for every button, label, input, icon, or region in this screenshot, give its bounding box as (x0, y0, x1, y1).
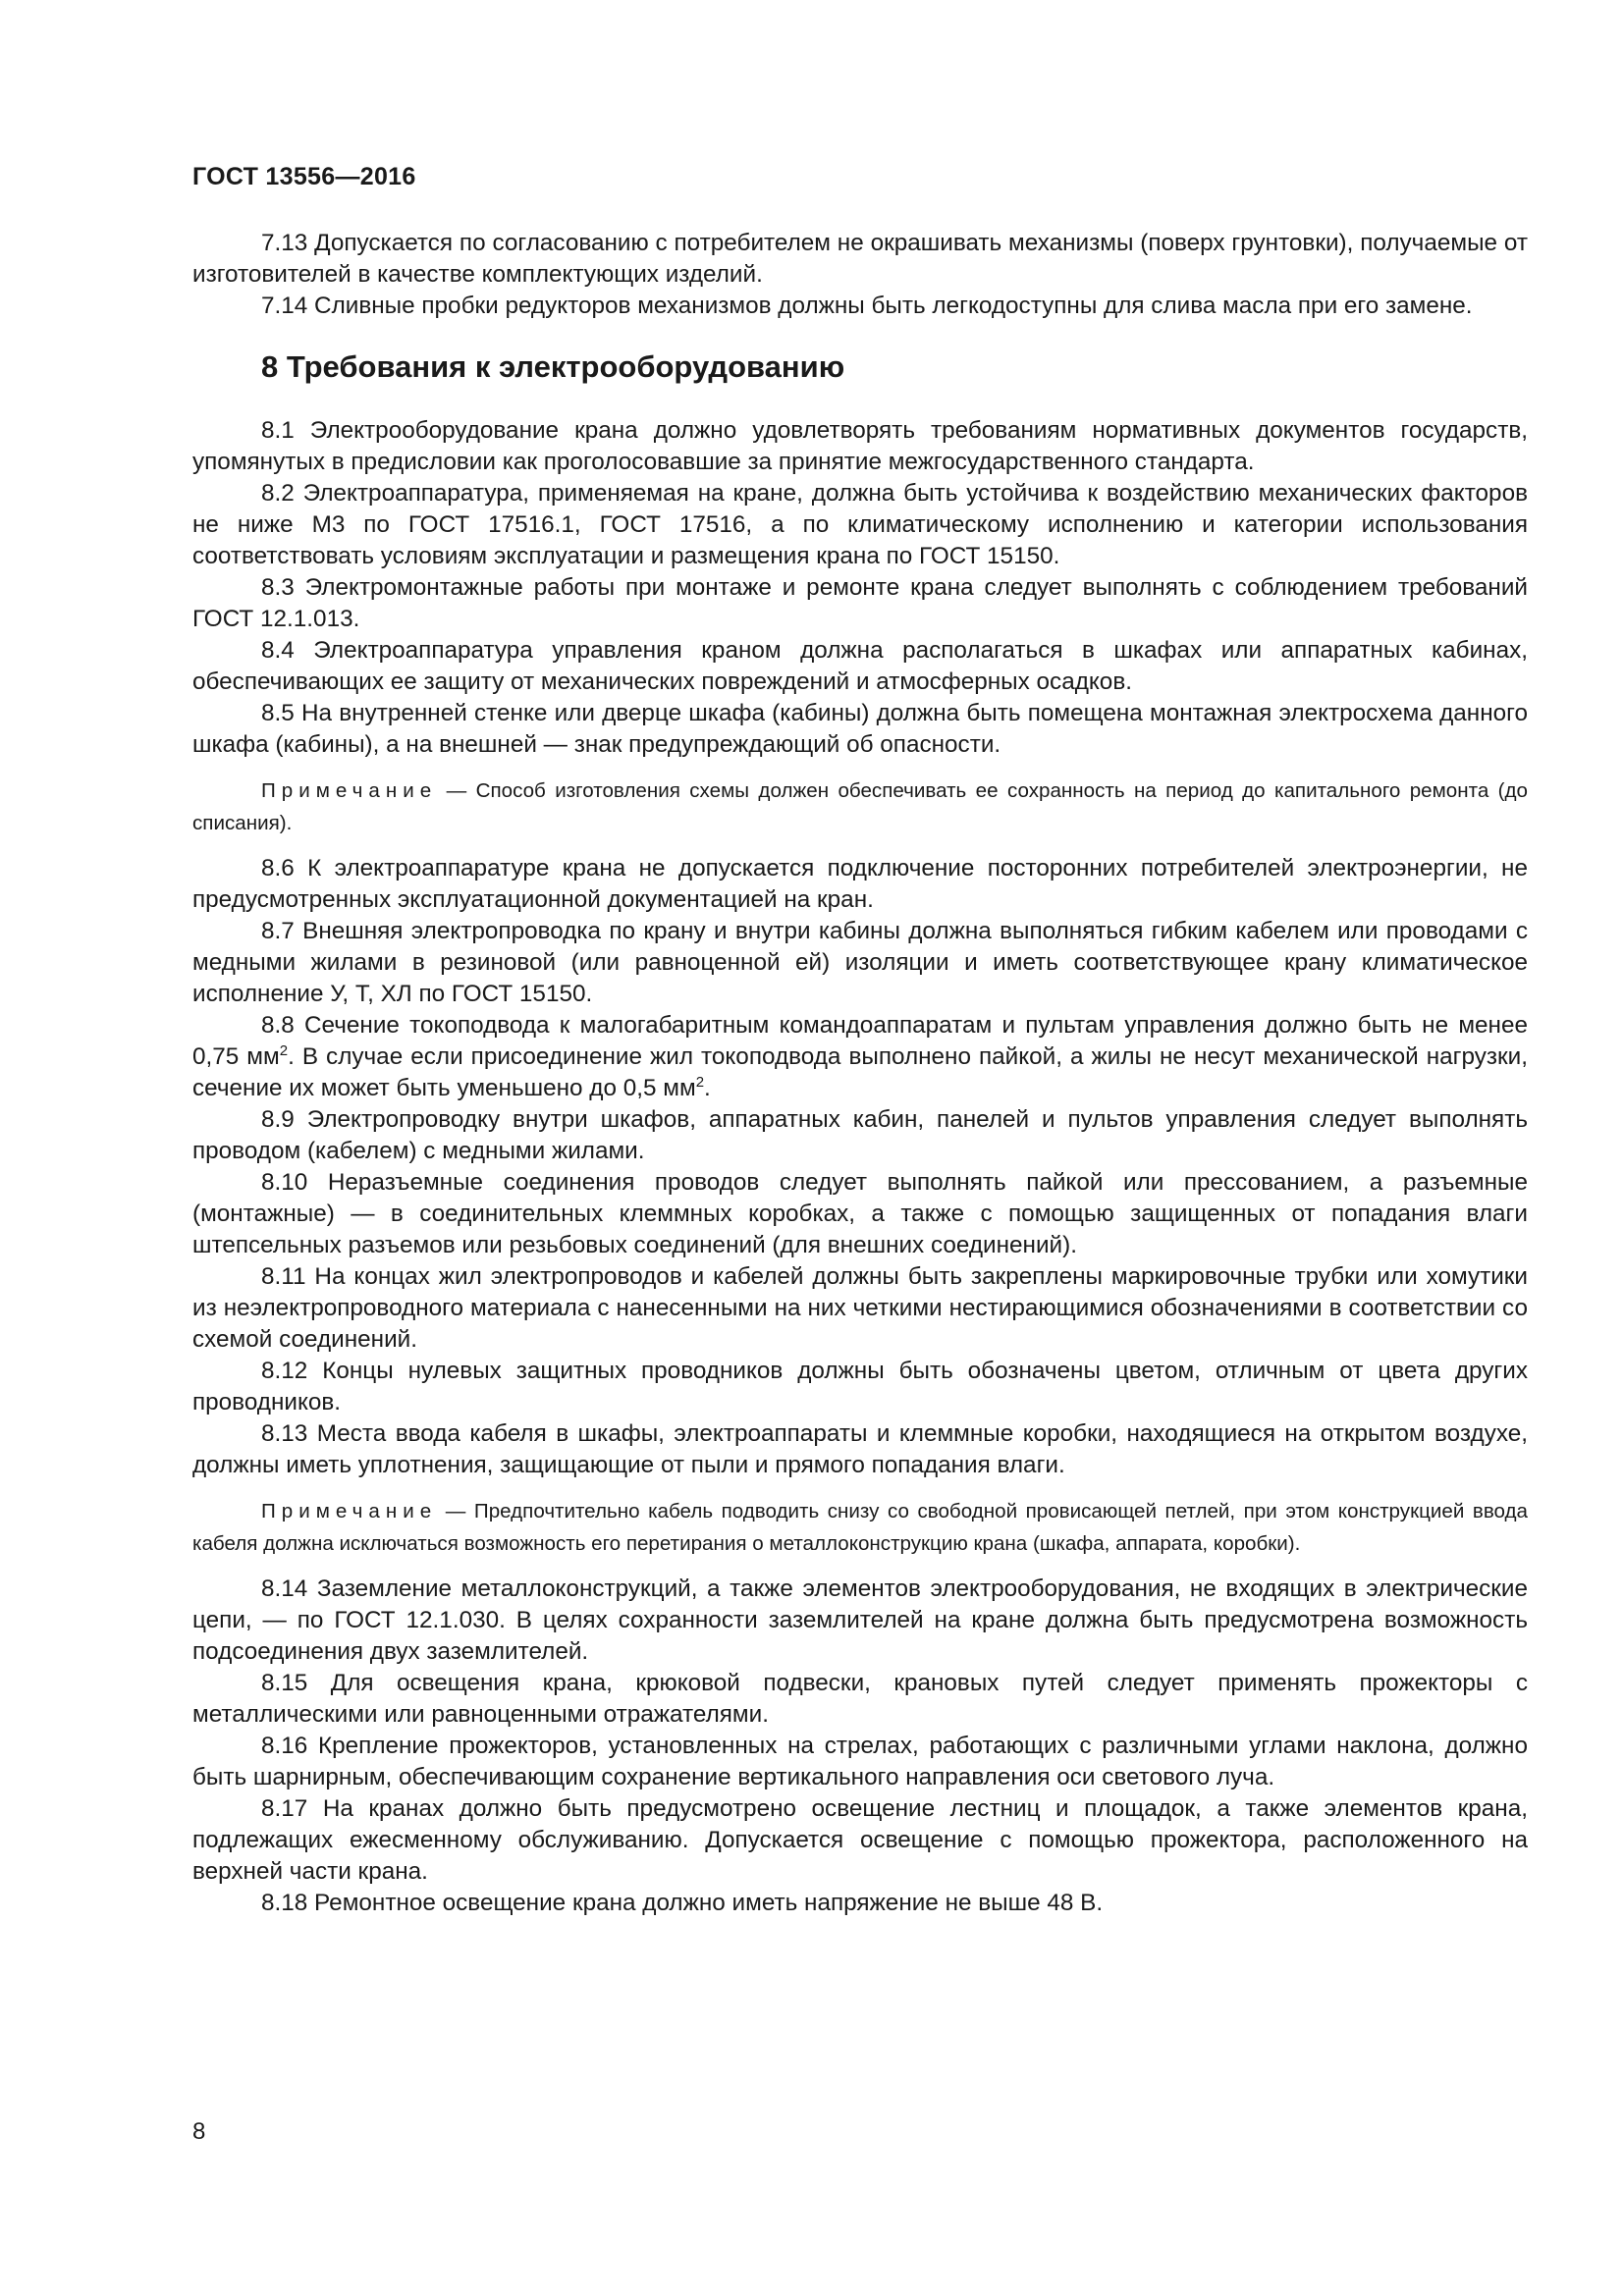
paragraph-8-3: 8.3 Электромонтажные работы при монтаже и ремонте крана следует выполнять с соблюдением требований ГОСТ 12.1.013. (192, 574, 1528, 632)
paragraph-8-17: 8.17 На кранах должно быть предусмотрено освещение лестниц и площадок, а также элементов крана, подлежащих ежесменному обслуживанию. Допускается освещение с помощью прожектора, расположенного на верхней части крана. (192, 1795, 1528, 1885)
note-label: Примечание (261, 1500, 438, 1522)
paragraph-8-16: 8.16 Крепление прожекторов, установленных на стрелах, работающих с различными углами наклона, должно быть шарнирным, обеспечивающим сохранение вертикального направления оси светового луча. (192, 1733, 1528, 1790)
paragraph-7-13: 7.13 Допускается по согласованию с потребителем не окрашивать механизмы (поверх грунтовки), получаемые от изготовителей в качестве комплектующих изделий. (192, 230, 1528, 288)
note-text: — Способ изготовления схемы должен обеспечивать ее сохранность на период до капитального ремонта (до списания). (192, 779, 1528, 834)
note-label: Примечание (261, 779, 438, 802)
paragraph-7-14: 7.14 Сливные пробки редукторов механизмов должны быть легкодоступны для слива масла при его замене. (261, 293, 1473, 319)
paragraph-8-7: 8.7 Внешняя электропроводка по крану и внутри кабины должна выполняться гибким кабелем или проводами с медными жилами в резиновой (или равноценной ей) изоляции и иметь соответствующее крану климатическое исполнение У, Т, ХЛ по ГОСТ 15150. (192, 918, 1528, 1007)
paragraph-8-13: 8.13 Места ввода кабеля в шкафы, электроаппараты и клеммные коробки, находящиеся на открытом воздухе, должны иметь уплотнения, защищающие от пыли и прямого попадания влаги. (192, 1420, 1528, 1478)
paragraph-text: . В случае если присоединение жил токоподвода выполнено пайкой, а жилы не несут механической нагрузки, сечение их может быть уменьшено до 0,5 мм (192, 1043, 1528, 1101)
paragraph-8-14: 8.14 Заземление металлоконструкций, а также элементов электрооборудования, не входящих в электрические цепи, — по ГОСТ 12.1.030. В целях сохранности заземлителей на кране должна быть предусмотрена возможность подсоединения двух заземлителей. (192, 1575, 1528, 1665)
paragraph-8-2: 8.2 Электроаппаратура, применяемая на кране, должна быть устойчива к воздействию механических факторов не ниже М3 по ГОСТ 17516.1, ГОСТ 17516, а по климатическому исполнению и категории использования соответствовать условиям эксплуатации и размещения крана по ГОСТ 15150. (192, 480, 1528, 569)
paragraph-8-10: 8.10 Неразъемные соединения проводов следует выполнять пайкой или прессованием, а разъемные (монтажные) — в соединительных клеммных коробках, а также с помощью защищенных от попадания влаги штепсельных разъемов или резьбовых соединений (для внешних соединений). (192, 1169, 1528, 1258)
paragraph-8-1: 8.1 Электрооборудование крана должно удовлетворять требованиям нормативных документов государств, упомянутых в предисловии как проголосовавшие за принятие межгосударственного стандарта. (192, 417, 1528, 475)
superscript: 2 (695, 1073, 705, 1091)
note-2 (192, 1495, 1528, 1560)
superscript: 2 (279, 1041, 289, 1059)
note-1 (192, 774, 1528, 839)
paragraph-8-4: 8.4 Электроаппаратура управления краном должна располагаться в шкафах или аппаратных кабинах, обеспечивающих ее защиту от механических повреждений и атмосферных осадков. (192, 637, 1528, 695)
paragraph-8-15: 8.15 Для освещения крана, крюковой подвески, крановых путей следует применять прожекторы с металлическими или равноценными отражателями. (192, 1670, 1528, 1728)
page-number: 8 (192, 2118, 206, 2145)
paragraph-8-6: 8.6 К электроаппаратуре крана не допускается подключение посторонних потребителей электроэнергии, не предусмотренных эксплуатационной документацией на кран. (192, 855, 1528, 913)
paragraph-8-9: 8.9 Электропроводку внутри шкафов, аппаратных кабин, панелей и пультов управления следует выполнять проводом (кабелем) с медными жилами. (192, 1106, 1528, 1164)
paragraph-text: . (704, 1075, 711, 1101)
document-body (192, 228, 1528, 1919)
paragraph-text: 8.8 Сечение токоподвода к малогабаритным командоаппаратам и пультам управления должно быть не менее 0,75 мм (192, 1012, 1528, 1070)
document-header: ГОСТ 13556—2016 (192, 163, 416, 190)
paragraph-8-18: 8.18 Ремонтное освещение крана должно иметь напряжение не выше 48 В. (261, 1890, 1104, 1916)
paragraph-8-12: 8.12 Концы нулевых защитных проводников должны быть обозначены цветом, отличным от цвета других проводников. (192, 1358, 1528, 1415)
paragraph-8-8 (192, 1010, 1528, 1104)
paragraph-8-11: 8.11 На концах жил электропроводов и кабелей должны быть закреплены маркировочные трубки или хомутики из неэлектропроводного материала с нанесенными на них четкими нестирающимися обозначениями в соответствии со схемой соединений. (192, 1263, 1528, 1353)
paragraph-8-5: 8.5 На внутренней стенке или дверце шкафа (кабины) должна быть помещена монтажная электросхема данного шкафа (кабины), а на внешней — знак предупреждающий об опасности. (192, 700, 1528, 758)
section-heading: 8 Требования к электрооборудованию (261, 349, 845, 384)
note-text: — Предпочтительно кабель подводить снизу со свободной провисающей петлей, при этом конструкцией ввода кабеля должна исключаться возможность его перетирания о металлоконструкцию крана (шкафа, аппарата, коробки). (192, 1500, 1528, 1555)
